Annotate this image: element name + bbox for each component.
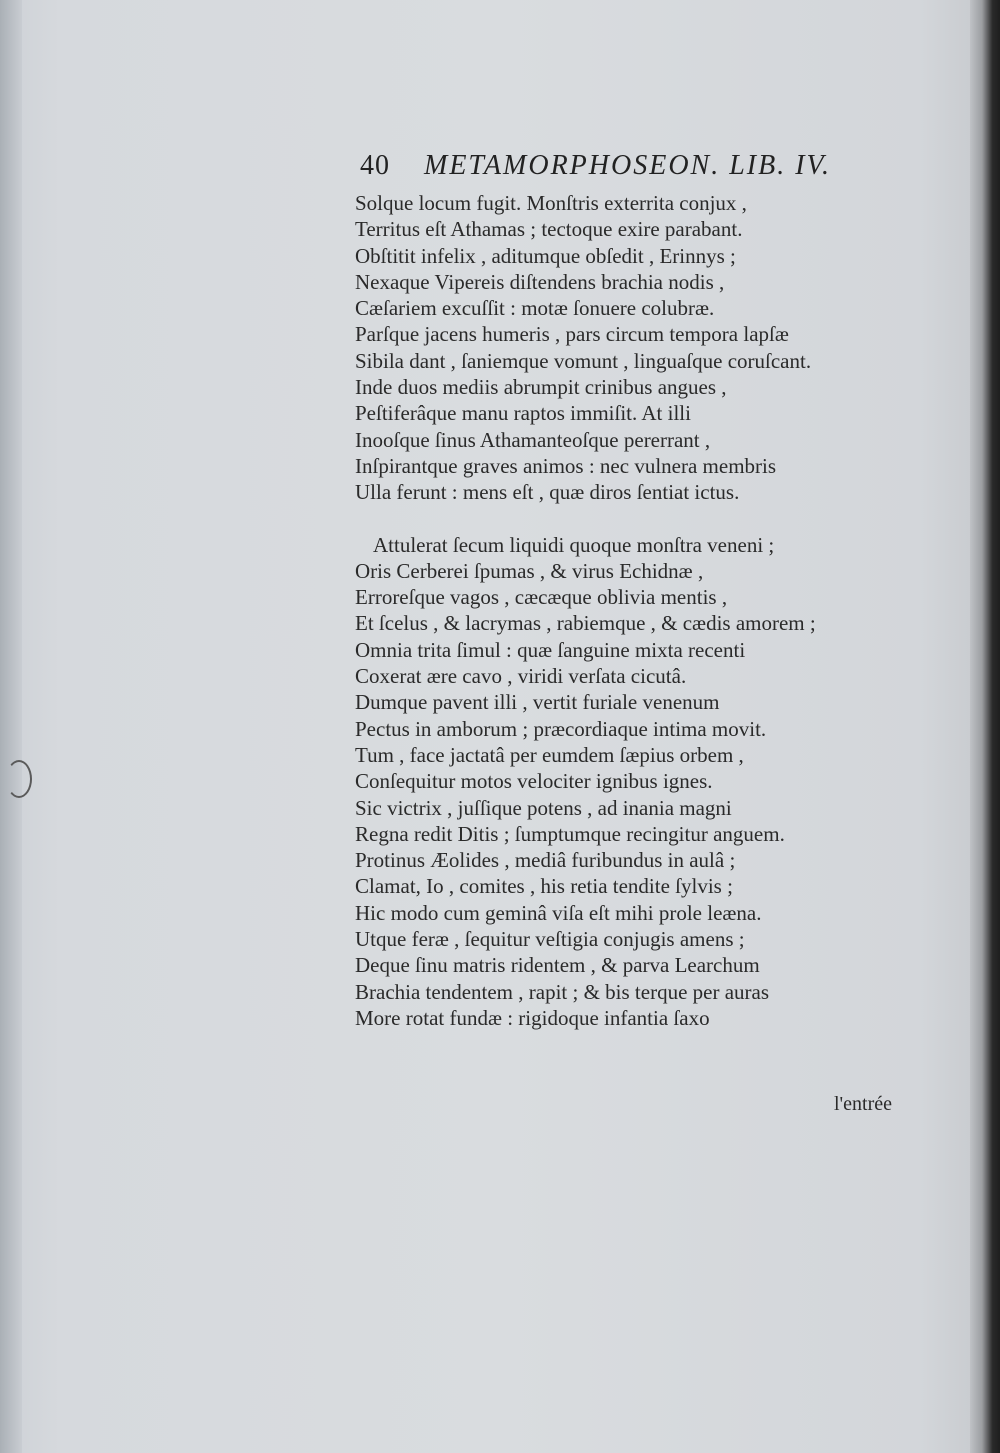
verse-line: Et ſcelus , & lacrymas , rabiemque , & cædis amorem ; [355, 611, 816, 636]
verse-line: Parſque jacens humeris , pars circum tempora lapſæ [355, 322, 789, 347]
verse-line: Inſpirantque graves animos : nec vulnera membris [355, 453, 777, 478]
verse-line: Omnia trita ſimul : quæ ſanguine mixta recenti [355, 637, 746, 662]
verse-line: Utque feræ , ſequitur veſtigia conjugis amens ; [355, 927, 745, 952]
verse-line: Oris Cerberei ſpumas , & virus Echidnæ , [355, 558, 704, 583]
verse-line: Sibila dant , ſaniemque vomunt , linguaſque coruſcant. [355, 348, 812, 373]
verse-line: Hic modo cum geminâ viſa eſt mihi prole leæna. [355, 900, 762, 925]
verse-line: Obſtitit infelix , aditumque obſedit , Erinnys ; [355, 243, 736, 268]
verse-line: Protinus Æolides , mediâ furibundus in aulâ ; [355, 848, 736, 873]
verse-line: Regna redit Ditis ; ſumptumque recingitur anguem. [355, 821, 785, 846]
verse-line: Brachia tendentem , rapit ; & bis terque per auras [355, 979, 770, 1004]
verse-text [355, 190, 915, 1031]
catchword: l'entrée [834, 1093, 893, 1115]
verse-line: Clamat, Io , comites , his retia tendite ſylvis ; [355, 874, 733, 899]
stanza-2 [355, 532, 915, 1032]
verse-line: Coxerat ære cavo , viridi verſata cicutâ. [355, 664, 687, 689]
page-left-edge [0, 0, 22, 1453]
verse-line: Ulla ferunt : mens eſt , quæ diros ſentiat ictus. [355, 480, 740, 505]
stanza-1 [355, 190, 915, 506]
verse-line: Pectus in amborum ; præcordiaque intima movit. [355, 716, 767, 741]
verse-line: Tum , face jactatâ per eumdem ſæpius orbem , [355, 742, 744, 767]
verse-line: Dumque pavent illi , vertit furiale venenum [355, 690, 720, 715]
verse-line: Inde duos mediis abrumpit crinibus angues , [355, 375, 727, 400]
verse-line: Conſequitur motos velociter ignibus ignes. [355, 769, 713, 794]
page-number: 40 [360, 150, 390, 181]
verse-line: Inooſque ſinus Athamanteoſque pererrant , [355, 427, 711, 452]
verse-line: More rotat fundæ : rigidoque infantia ſaxo [355, 1005, 710, 1030]
verse-line: Attulerat ſecum liquidi quoque monſtra veneni ; [373, 532, 775, 557]
running-title: METAMORPHOSEON. LIB. IV. [424, 150, 832, 181]
verse-line: Nexaque Vipereis diſtendens brachia nodis , [355, 269, 725, 294]
verse-line: Erroreſque vagos , cæcæque oblivia mentis , [355, 585, 728, 610]
verse-line: Cæſariem excuſſit : motæ ſonuere colubræ. [355, 296, 715, 321]
verse-line: Sic victrix , juſſique potens , ad inania magni [355, 795, 732, 820]
verse-line: Peſtiferâque manu raptos immiſit. At illi [355, 401, 691, 426]
verse-line: Territus eſt Athamas ; tectoque exire parabant. [355, 217, 743, 242]
verse-line: Deque ſinu matris ridentem , & parva Learchum [355, 953, 760, 978]
binding-ring [6, 760, 32, 798]
page-gutter-shadow [970, 0, 1000, 1453]
verse-line: Solque locum fugit. Monſtris exterrita conjux , [355, 191, 747, 215]
page-header [360, 148, 880, 188]
